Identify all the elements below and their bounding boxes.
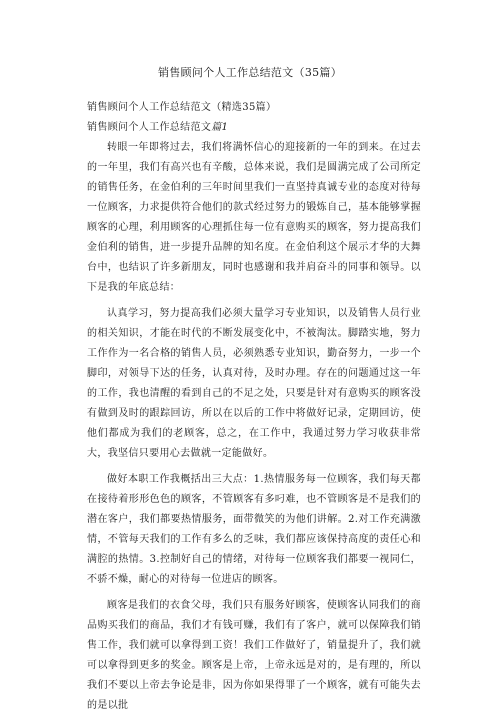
- document-subtitle: 销售顾问个人工作总结范文（精选35篇）: [87, 102, 277, 113]
- paragraph-duties: 做好本职工作我概括出三大点：1.热情服务每一位顾客，我们每天都在接待着形形色色的顾客，不管顾客有多叼难，也不管顾客是不是我们的潜在客户，我们都要热情服务，面带微笑的为他们讲解。2.对工作充满激情，不管每天我们的工作有多么的乏味，我们都应该保持高度的责任心和满腔的热情。3.控制好自己的情绪，对待每一位顾客我们都要一视同仁，不骄不燥，耐心的对待每一位进店的顾客。: [87, 474, 421, 585]
- paragraph-customers: 顾客是我们的衣食父母，我们只有服务好顾客，使顾客认同我们的商品购买我们的商品，我们才有钱可赚，我们有了客户，就可以保障我们销售工作，我们就可以拿得到工资！我们工作做好了，销量提升了，我们就可以拿得到更多的奖金。顾客是上帝，上帝永远是对的，是有理的，所以我们不要以上帝去争论是非，因为你如果得罪了一个顾客，就有可能失去的是以批: [87, 600, 421, 711]
- document-body: [87, 98, 421, 716]
- section-heading: 销售顾问个人工作总结范文: [87, 122, 212, 133]
- document-title: 销售顾问个人工作总结范文（35篇）: [157, 66, 343, 79]
- section-heading-line: [87, 118, 421, 138]
- paragraph-study: 认真学习，努力提高我们必须大量学习专业知识，以及销售人员行业的相关知识，才能在时代的不断发展变化中，不被淘汰。脚踏实地，努力工作作为一名合格的销售人员，必须熟悉专业知识，勤奋努力，一步一个脚印，对领导下达的任务，认真对待，及时办理。存在的问题通过这一年的工作，我也清醒的看到自己的不足之处，只要是针对有意购买的顾客没有做到及时的跟踪回访，所以在以后的工作中将做好记录，定期回访，使他们都成为我们的老顾客，总之，在工作中，我通过努力学习收获非常大，我坚信只要用心去做就一定能做好。: [87, 308, 421, 459]
- paragraph-intro: 转眼一年即将过去，我们将满怀信心的迎接新的一年的到来。在过去的一年里，我们有高兴也有辛酸，总体来说，我们是圆满完成了公司所定的销售任务，在金伯利的三年时间里我们一直坚持真诚专业的态度对待每一位顾客，力求提供符合他们的款式经过努力的锻炼自己，基本能够掌握顾客的心理，利用顾客的心理抓住每一位有意购买的顾客，努力提高我们金伯利的销售，进一步提升品牌的知名度。在金伯利这个展示才华的大舞台中，也结识了许多新朋友，同时也感谢和我并肩奋斗的同事和领导。以下是我的年底总结：: [87, 142, 421, 293]
- section-label: 篇1: [211, 122, 229, 133]
